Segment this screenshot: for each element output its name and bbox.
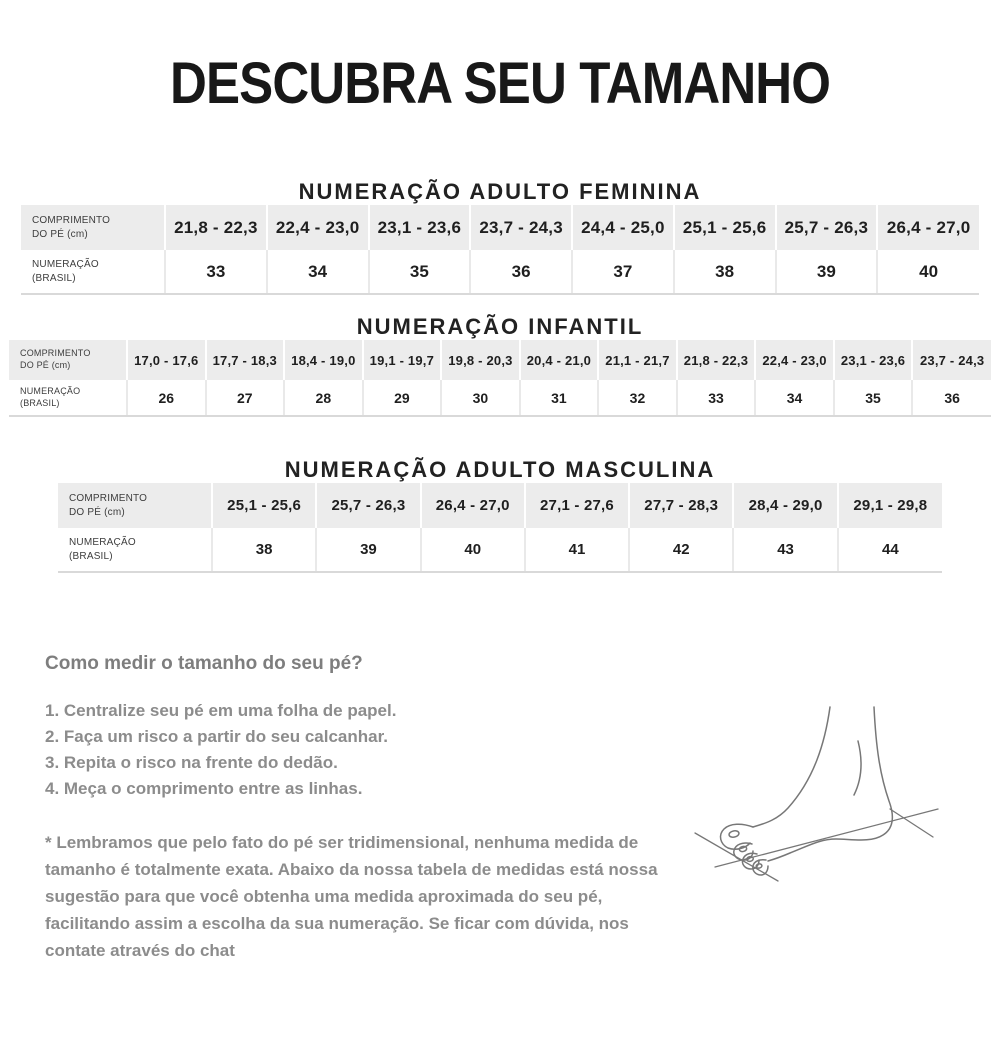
brazil-size-row xyxy=(21,250,979,294)
brazil-size-cell: 27 xyxy=(206,380,285,416)
foot-length-cell: 27,7 - 28,3 xyxy=(629,483,733,528)
foot-length-cell: 24,4 - 25,0 xyxy=(572,205,674,250)
size-table-adult-female xyxy=(21,205,979,295)
brazil-size-cell: 39 xyxy=(776,250,878,294)
brazil-size-cell: 32 xyxy=(598,380,677,416)
brazil-size-cell: 35 xyxy=(834,380,913,416)
toe-mark xyxy=(695,833,778,881)
foot-length-cell: 20,4 - 21,0 xyxy=(520,340,599,380)
foot-length-cell: 21,8 - 22,3 xyxy=(165,205,267,250)
foot-length-cell: 22,4 - 23,0 xyxy=(755,340,834,380)
brazil-size-cell: 37 xyxy=(572,250,674,294)
foot-length-cell: 21,1 - 21,7 xyxy=(598,340,677,380)
brazil-size-cell: 35 xyxy=(369,250,471,294)
inner-ankle-line xyxy=(854,741,861,795)
foot-length-cell: 28,4 - 29,0 xyxy=(733,483,837,528)
brazil-size-cell: 28 xyxy=(284,380,363,416)
brazil-size-row xyxy=(9,380,991,416)
foot-length-label: COMPRIMENTO DO PÉ (cm) xyxy=(58,483,212,528)
toe-4-nail xyxy=(756,863,763,868)
brazil-size-cell: 26 xyxy=(127,380,206,416)
brazil-size-cell: 44 xyxy=(838,528,942,572)
foot-length-cell: 23,7 - 24,3 xyxy=(912,340,991,380)
step-4: 4. Meça o comprimento entre as linhas. xyxy=(45,779,363,798)
section-title-adult-female: NUMERAÇÃO ADULTO FEMININA xyxy=(298,179,702,204)
section-title-children: NUMERAÇÃO INFANTIL xyxy=(356,314,644,339)
brazil-size-cell: 41 xyxy=(525,528,629,572)
brazil-size-cell: 38 xyxy=(212,528,316,572)
foot-length-cell: 25,1 - 25,6 xyxy=(212,483,316,528)
brazil-size-cell: 40 xyxy=(421,528,525,572)
foot-length-cell: 25,7 - 26,3 xyxy=(776,205,878,250)
brazil-size-cell: 39 xyxy=(316,528,420,572)
foot-length-cell: 23,1 - 23,6 xyxy=(834,340,913,380)
section-title-adult-male: NUMERAÇÃO ADULTO MASCULINA xyxy=(284,457,716,482)
brazil-size-cell: 38 xyxy=(674,250,776,294)
foot-length-cell: 29,1 - 29,8 xyxy=(838,483,942,528)
big-toe-nail xyxy=(728,830,739,838)
brazil-size-row xyxy=(58,528,942,572)
foot-length-cell: 17,7 - 18,3 xyxy=(206,340,285,380)
foot-length-row xyxy=(9,340,991,380)
brazil-size-cell: 34 xyxy=(755,380,834,416)
foot-length-row xyxy=(58,483,942,528)
foot-length-cell: 19,8 - 20,3 xyxy=(441,340,520,380)
foot-length-cell: 18,4 - 19,0 xyxy=(284,340,363,380)
step-3: 3. Repita o risco na frente do dedão. xyxy=(45,753,338,772)
page-title-text: DESCUBRA SEU TAMANHO xyxy=(169,51,831,116)
foot-length-label: COMPRIMENTO DO PÉ (cm) xyxy=(9,340,127,380)
how-to-heading: Como medir o tamanho do seu pé? xyxy=(45,653,363,674)
foot-length-cell: 23,1 - 23,6 xyxy=(369,205,471,250)
brazil-size-cell: 31 xyxy=(520,380,599,416)
foot-length-cell: 25,7 - 26,3 xyxy=(316,483,420,528)
foot-length-label: COMPRIMENTO DO PÉ (cm) xyxy=(21,205,165,250)
foot-length-cell: 26,4 - 27,0 xyxy=(421,483,525,528)
brazil-size-cell: 42 xyxy=(629,528,733,572)
heel-mark xyxy=(890,809,933,837)
brazil-size-cell: 40 xyxy=(877,250,979,294)
foot-length-cell: 19,1 - 19,7 xyxy=(363,340,442,380)
brazil-size-cell: 30 xyxy=(441,380,520,416)
step-2: 2. Faça um risco a partir do seu calcanhar. xyxy=(45,727,388,746)
brazil-size-cell: 33 xyxy=(677,380,756,416)
foot-measurement-icon xyxy=(690,663,1000,913)
brazil-size-cell: 36 xyxy=(912,380,991,416)
how-to-measure-section xyxy=(45,653,995,960)
foot-front-line xyxy=(753,707,830,827)
brazil-size-cell: 33 xyxy=(165,250,267,294)
brazil-size-cell: 43 xyxy=(733,528,837,572)
brazil-size-label: NUMERAÇÃO (BRASIL) xyxy=(21,250,165,294)
brazil-size-cell: 36 xyxy=(470,250,572,294)
measurement-disclaimer-note: * Lembramos que pelo fato do pé ser tridimensional, nenhuma medida de tamanho é totalmente exata. Abaixo da nossa tabela de medidas está nossa sugestão para que você obtenha uma medida aproximada do seu pé, facilitando assim a escolha da sua numeração. Se ficar com dúvida, nos contate através do chat xyxy=(45,833,658,960)
foot-length-row xyxy=(21,205,979,250)
brazil-size-cell: 34 xyxy=(267,250,369,294)
size-table-adult-male xyxy=(58,483,942,573)
step-1: 1. Centralize seu pé em uma folha de papel. xyxy=(45,701,397,720)
foot-length-cell: 25,1 - 25,6 xyxy=(674,205,776,250)
foot-length-cell: 17,0 - 17,6 xyxy=(127,340,206,380)
brazil-size-cell: 29 xyxy=(363,380,442,416)
foot-back-sole-line xyxy=(768,707,892,861)
foot-length-cell: 22,4 - 23,0 xyxy=(267,205,369,250)
brazil-size-label: NUMERAÇÃO (BRASIL) xyxy=(9,380,127,416)
foot-length-cell: 21,8 - 22,3 xyxy=(677,340,756,380)
size-table-children xyxy=(9,340,991,417)
foot-length-cell: 27,1 - 27,6 xyxy=(525,483,629,528)
brazil-size-label: NUMERAÇÃO (BRASIL) xyxy=(58,528,212,572)
page-title xyxy=(0,50,1000,117)
foot-length-cell: 26,4 - 27,0 xyxy=(877,205,979,250)
foot-length-cell: 23,7 - 24,3 xyxy=(470,205,572,250)
